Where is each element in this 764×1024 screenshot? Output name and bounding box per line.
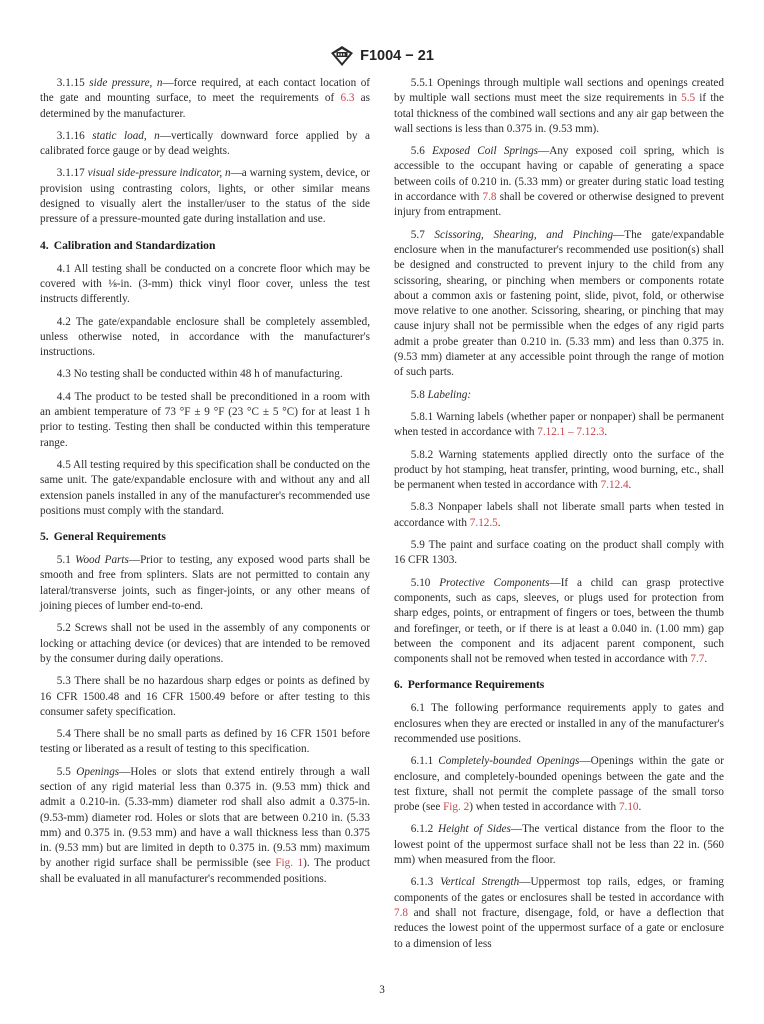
paragraph-5-10 [394, 576, 724, 668]
paragraph-3-1-16 [40, 129, 370, 160]
clause-text: No testing shall be conducted within 48 h of manufacturing. [73, 368, 343, 381]
cross-reference-link[interactable]: 7.8 [482, 191, 497, 204]
paragraph-5-8 [394, 388, 724, 403]
paragraph-3-1-17 [40, 166, 370, 227]
paragraph-6-1-1 [394, 754, 724, 815]
clause-text: All testing required by this specification shall be conducted on the same unit. The gate/expandable enclosure with and without any and all extension panels installed in any of the manufacturer's recommended use positions must comply with the standard. [40, 458, 370, 517]
paragraph-5-1 [40, 553, 370, 614]
clause-text: . [704, 653, 708, 666]
clause-text: . [628, 479, 632, 492]
clause-number: 5.2 [56, 622, 71, 635]
figure-reference-link[interactable]: Fig. 1 [275, 857, 304, 870]
clause-text: if the total thickness of the combined wall sections and any air gap between the wall sections is less than 0.375 in. (9.53 mm). [394, 92, 724, 135]
clause-text: Screws shall not be used in the assembly of any components or locking or attaching device (or devices) that are intended to be removed by the consumer during daily operations. [40, 622, 370, 665]
paragraph-6-1-3 [394, 875, 724, 951]
paragraph-5-5 [40, 765, 370, 887]
clause-number: 5.9 [410, 539, 425, 552]
clause-number: 3.1.16 [56, 129, 85, 142]
page-header [0, 44, 764, 68]
em-dash: — [162, 77, 174, 89]
clause-number: 5.8.1 [410, 410, 434, 423]
cross-reference-link[interactable]: 7.8 [394, 906, 408, 919]
clause-text: force required, at each contact location of the gate and mounting surface, to meet the requirements of [40, 77, 371, 105]
paragraph-4-5 [40, 458, 370, 519]
paragraph-5-4 [40, 727, 370, 758]
paragraph-4-3 [40, 367, 370, 382]
clause-number: 4.5 [56, 458, 71, 471]
cross-reference-link[interactable]: 7.12.4 [600, 479, 629, 492]
clause-term: Exposed Coil Springs [432, 145, 539, 158]
clause-text: ) when tested in accordance with [469, 801, 619, 814]
clause-text: There shall be no small parts as defined by 16 CFR 1501 before testing or liberated as a result of testing to this specification. [40, 728, 370, 756]
clause-text: a warning system, device, or provision using contrasting colors, lights, or other similar means designed to visually alert the installer/user to the status of the side pressure of a pressure-mounted gate during installation and use. [40, 167, 371, 226]
clause-term: Height of Sides [438, 823, 511, 836]
clause-text: Any exposed coil spring, which is accessible to the occupant having or capable of generating a space between coils of 0.210 in. (5.33 mm) or greater during static load testing in accordance with [394, 145, 724, 204]
paragraph-4-4 [40, 390, 370, 451]
clause-text: Holes or slots that extend entirely through a wall section of any rigid material less than 0.375 in. (9.53 mm) thick and admit a 0.210-in. (5.33-mm) diameter rod shall also admit a 0.375-in. (9.53-mm) diameter rod. Holes or slots that are between 0.210 in. (5.33 mm) and 0.375 in. (9.53 mm) and have a wall thickness less than 0.375 in. (9.53 mm) but are limited in depth to 0.375 in. (9.53 mm) maximum by another rigid surface shall be permissible (see [40, 765, 371, 870]
clause-number: 5.4 [56, 728, 71, 741]
document-designation: F1004 − 21 [360, 48, 434, 64]
em-dash: — [579, 755, 591, 768]
clause-number: 5.8.3 [410, 501, 434, 514]
clause-text: There shall be no hazardous sharp edges or points as defined by 16 CFR 1500.48 and 16 CFR 1500.49 before or after testing to this consumer safety specification. [40, 675, 370, 718]
paragraph-5-9 [394, 538, 724, 569]
em-dash: — [538, 145, 550, 158]
section-number: 5. [40, 530, 49, 544]
em-dash: — [613, 228, 625, 241]
section-heading-4 [40, 238, 370, 253]
cross-reference-link[interactable]: 7.7 [690, 653, 705, 666]
paragraph-4-1 [40, 262, 370, 308]
em-dash: — [519, 876, 531, 889]
clause-text: vertically downward force applied by a calibrated force gauge or by dead weights. [40, 129, 370, 158]
cross-reference-link[interactable]: 5.5 [681, 92, 696, 105]
paragraph-5-8-3 [394, 500, 724, 531]
figure-reference-link[interactable]: Fig. 2 [443, 801, 470, 814]
clause-text: The vertical distance from the floor to the lowest point of the uppermost surface shall not be less than 22 in. (560 mm) when measured from the floor. [394, 823, 724, 867]
clause-text: The gate/expandable enclosure when in the manufacturer's recommended use position(s) shall be designed and constructed to prevent injury to the child from any scissoring, shearing, or pinching when members or components rotate about a common axis or fastening point, slide, pivot, fold, or otherwise move relative to one another. Scissoring, shearing, or pinching that may cause injury shall not be permissible when the edges of any rigid parts admit a probe greater than 0.210 in. (5.33 mm) and less than 0.375 in. (9.53 mm) diameter at any accessible point through the range of motion of such parts. [394, 228, 725, 379]
clause-text: as determined by the manufacturer. [40, 92, 370, 120]
clause-number: 5.1 [56, 554, 71, 567]
clause-text: ). The product shall be evaluated in all manufacturer's recommended positions. [40, 857, 370, 885]
section-title: Performance Requirements [407, 678, 545, 692]
clause-number: 5.10 [410, 576, 431, 589]
clause-term: Openings [76, 765, 120, 778]
clause-text: All testing shall be conducted on a concrete floor which may be covered with ⅛-in. (3-mm) thick vinyl floor cover, unless the test instructs differently. [40, 262, 370, 306]
cross-reference-link[interactable]: 7.12.5 [469, 516, 498, 529]
clause-number: 6.1 [410, 702, 425, 715]
section-title: General Requirements [53, 530, 166, 544]
em-dash: — [230, 167, 242, 180]
clause-number: 4.1 [56, 262, 71, 275]
astm-logo-icon [330, 45, 354, 67]
clause-number: 5.5.1 [410, 77, 434, 89]
em-dash: — [510, 823, 523, 836]
section-number: 6. [394, 678, 403, 692]
defined-term: visual side-pressure indicator, n [87, 167, 231, 180]
clause-number: 3.1.17 [56, 167, 85, 180]
em-dash: — [128, 554, 141, 567]
clause-number: 6.1.3 [410, 876, 434, 889]
clause-text: . [604, 426, 608, 439]
clause-text: The paint and surface coating on the product shall comply with 16 CFR 1303. [394, 539, 724, 567]
clause-number: 5.5 [56, 765, 71, 778]
clause-number: 6.1.1 [410, 755, 434, 768]
clause-number: 4.4 [56, 390, 71, 403]
clause-term: Vertical Strength [440, 876, 520, 889]
paragraph-5-7 [394, 228, 724, 381]
clause-text: Warning labels (whether paper or nonpaper) shall be permanent when tested in accordance with [394, 410, 724, 439]
left-column [40, 76, 370, 894]
clause-text: Warning statements applied directly onto the surface of the product by hot stamping, heat transfer, printing, wood burning, etc., shall be permanent when tested in accordance with [394, 448, 724, 492]
clause-text: Openings through multiple wall sections and openings created by multiple wall sections must meet the size requirements in [394, 77, 724, 105]
clause-number: 5.8.2 [410, 448, 434, 461]
paragraph-5-8-2 [394, 448, 724, 494]
clause-text: . [638, 801, 642, 814]
cross-reference-link[interactable]: 6.3 [340, 92, 355, 105]
page-number: 3 [379, 984, 385, 996]
clause-number: 3.1.15 [56, 77, 85, 89]
paragraph-5-2 [40, 621, 370, 667]
section-heading-5 [40, 529, 370, 544]
paragraph-6-1 [394, 701, 724, 747]
right-column [394, 76, 724, 959]
clause-number: 5.6 [410, 145, 425, 158]
clause-text: Prior to testing, any exposed wood parts shall be smooth and free from splinters. Slats are not permitted to contain any lateral/transverse joints, such as finger-joints, or any other means of joining pieces of lumber end-to-end. [40, 554, 370, 613]
clause-text: . [497, 516, 501, 529]
clause-text: Nonpaper labels shall not liberate small parts when tested in accordance with [394, 501, 725, 529]
clause-term: Wood Parts [75, 554, 129, 567]
clause-text: If a child can grasp protective components, such as caps, sleeves, or plugs used for protection from sharp edges, points, or entrapment of fingers or toes, between the thumb and forefinger, or teeth, or if there is at least a 0.040 in. (1.00 mm) gap between the component and its adjacent parent component, such components shall not be removed when tested in accordance with [394, 576, 724, 666]
clause-number: 5.7 [410, 228, 425, 241]
defined-term: static load, n [92, 129, 160, 142]
clause-number: 5.3 [56, 675, 71, 688]
em-dash: — [159, 129, 171, 142]
section-title: Calibration and Standardization [53, 238, 216, 252]
clause-term: Completely-bounded Openings [438, 755, 580, 768]
clause-term: Labeling: [427, 388, 472, 401]
paragraph-5-6 [394, 144, 724, 220]
cross-reference-link[interactable]: 7.10 [618, 801, 639, 814]
clause-text: The following performance requirements apply to gates and enclosures when they are erected or installed in any of the manufacturer's recommended use positions. [394, 702, 724, 745]
section-heading-6 [394, 677, 724, 692]
clause-text: Uppermost top rails, edges, or framing components of the gates or enclosures shall be tested in accordance with [394, 876, 725, 904]
em-dash: — [549, 576, 561, 589]
clause-number: 4.2 [56, 315, 71, 328]
clause-number: 4.3 [56, 368, 71, 381]
section-number: 4. [40, 238, 49, 252]
defined-term: side pressure, n [89, 77, 163, 89]
paragraph-5-8-1 [394, 410, 724, 441]
paragraph-5-5-1 [394, 76, 724, 137]
clause-text: The gate/expandable enclosure shall be completely assembled, unless otherwise noted, in accordance with the manufacturer's instructions. [40, 315, 370, 359]
clause-text: shall be covered or otherwise designed to prevent injury from entrapment. [394, 191, 724, 219]
paragraph-3-1-15 [40, 76, 370, 122]
clause-term: Scissoring, Shearing, and Pinching [434, 228, 614, 241]
clause-text: Openings within the gate or enclosure, and completely-bounded openings between the gate and the test fixture, shall not permit the complete passage of the small torso probe (see [394, 755, 725, 814]
cross-reference-link[interactable]: 7.12.1 – 7.12.3 [537, 426, 605, 439]
paragraph-6-1-2 [394, 822, 724, 868]
paragraph-5-3 [40, 674, 370, 720]
clause-term: Protective Components [439, 576, 550, 589]
paragraph-4-2 [40, 315, 370, 361]
clause-text: and shall not fracture, disengage, fold, or have a deflection that reduces the lowest point of the uppermost surface of a gate or enclosure to a dimension of less [394, 906, 724, 950]
clause-text: The product to be tested shall be preconditioned in a room with an ambient temperature of 73 °F ± 9 °F (23 °C ± 5 °C) for at least 1 h prior to testing. Testing then shall be conducted within this temperature range. [40, 390, 370, 449]
clause-number: 5.8 [410, 388, 425, 401]
em-dash: — [119, 765, 131, 778]
clause-number: 6.1.2 [410, 823, 434, 836]
